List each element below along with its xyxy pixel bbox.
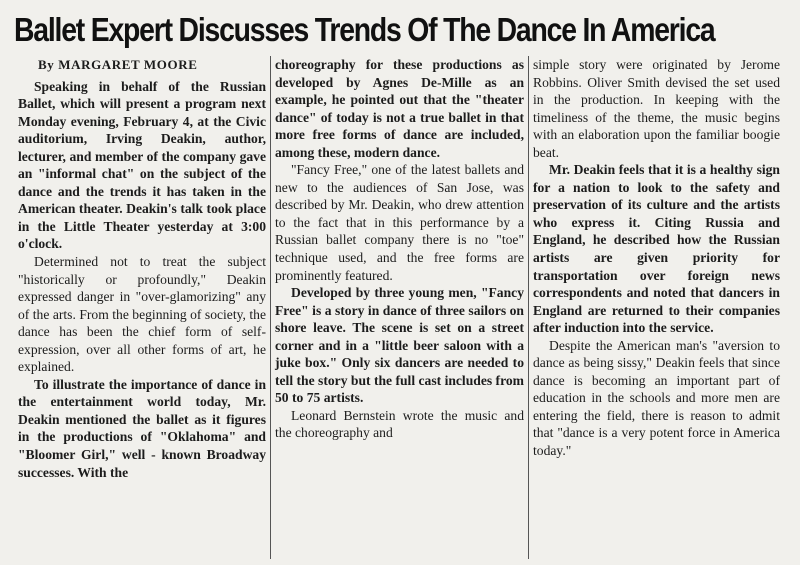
paragraph: Leonard Bernstein wrote the music and the choreography and — [275, 407, 524, 441]
column-2 — [270, 56, 528, 559]
paragraph: "Fancy Free," one of the latest ballets and new to the audiences of San Jose, was described by Mr. Deakin, who drew attention to the fact that in this performance by a Russian ballet company there is no "toe" technique used, and the free forms are prominently featured. — [275, 162, 524, 283]
paragraph: Despite the American man's "aversion to dance as being sissy," Deakin feels that since dance is becoming an important part of education in the schools and more men are entering the field, there is reason to admit that "dance is a very potent force in America today." — [533, 337, 780, 459]
column-1 — [14, 56, 270, 559]
paragraph: Speaking in behalf of the Russian Ballet, which will present a program next Monday evening, February 4, at the Civic auditorium, Irving Deakin, author, lecturer, and member of the company gave an "informal chat" on the subject of the dance and the trends it has taken in the American theater. Deakin's talk took place in the Little Theater yesterday at 3:00 o'clock. — [18, 78, 266, 252]
byline: By MARGARET MOORE — [38, 57, 198, 72]
paragraph: choreography for these productions as developed by Agnes De-Mille as an example, he pointed out that the "theater dance" of today is not a true ballet in that more free forms of dance are included, among these, modern dance. — [275, 57, 524, 160]
column-3 — [528, 56, 784, 559]
headline: Ballet Expert Discusses Trends Of The Dance In America — [14, 11, 715, 48]
paragraph: To illustrate the importance of dance in the entertainment world today, Mr. Deakin mentioned the ballet as it figures in the productions of "Oklahoma" and "Bloomer Girl," well - known Broadway successes. With the — [18, 376, 266, 480]
paragraph: Developed by three young men, "Fancy Free" is a story in dance of three sailors on shore leave. The scene is set on a street corner and in a "little beer saloon with a juke box." Only six dancers are needed to tell the story but the full cast includes from 50 to 75 artists. — [275, 285, 524, 406]
paragraph: simple story were originated by Jerome Robbins. Oliver Smith devised the set used in the production. In keeping with the timeliness of the theme, the music begins with an elaboration upon the familiar boogie beat. — [533, 57, 780, 160]
paragraph: Determined not to treat the subject "historically or profoundly," Deakin expressed danger in "over-glamorizing" any of the arts. From the beginning of society, the dance has been the chief form of self-expression, over all other forms of art, he explained. — [18, 254, 266, 375]
article-columns — [14, 56, 786, 559]
paragraph: Mr. Deakin feels that it is a healthy sign for a nation to look to the safety and preservation of its culture and the artists who express it. Citing Russia and England, he described how the Russian artists are given priority for transportation over foreign news correspondents and noted that dancers in England are returned to their companies after induction into the service. — [533, 162, 780, 336]
